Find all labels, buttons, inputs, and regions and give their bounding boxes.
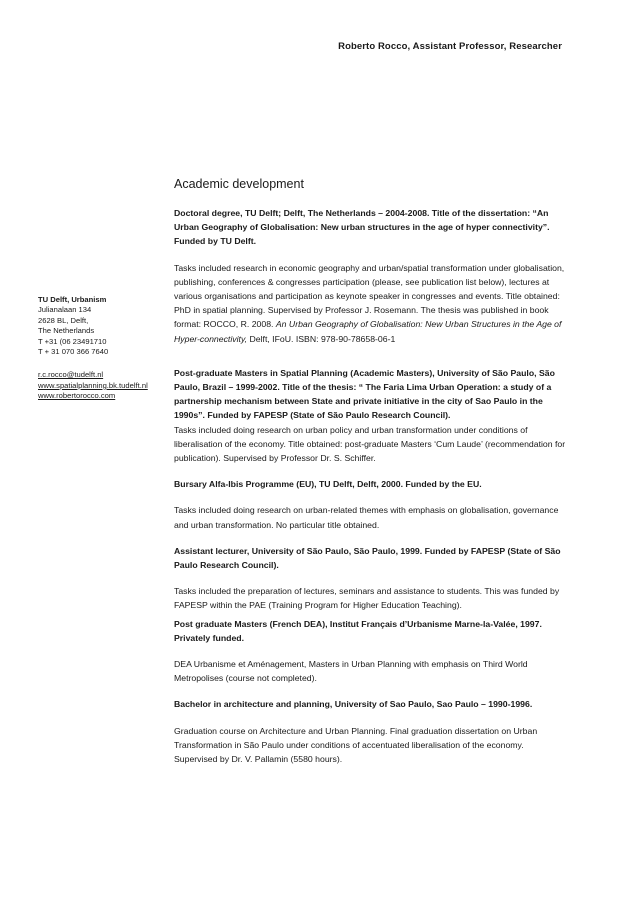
entry-desc-bursary: Tasks included doing research on urban-related themes with emphasis on globalisation, governance and urban transformation. No particular title obtained.	[174, 505, 559, 530]
section-title: Academic development	[174, 177, 304, 191]
entry-title-doctoral: Doctoral degree, TU Delft; Delft, The Netherlands – 2004-2008. Title of the dissertation: “An Urban Geography of Globalisation: New urban structures in the age of hyper connectivity”. Funded by TU Delft.	[174, 208, 550, 247]
website-link-personal[interactable]: www.robertorocco.com	[38, 391, 116, 401]
entry-title-masters-spatial-planning: Post-graduate Masters in Spatial Planning (Academic Masters), University of São Paulo, São Paulo, Brazil – 1999-2002. Title of the thesis: “ The Faria Lima Urban Operation: a study of a partnership mechanism between State and private initiative in the city of Sao Paulo in the 1990s”. Funded by FAPESP (State of São Paulo Research Council).	[174, 367, 555, 421]
organization-name: TU Delft, Urbanism	[38, 295, 107, 304]
entry-desc-assistant-lecturer: Tasks included the preparation of lectures, seminars and assistance to students. This was funded by FAPESP within the PAE (Training Program for Higher Education Teaching).	[174, 586, 560, 611]
entry-desc-text: Delft, IFoU. ISBN: 978-90-78658-06-1	[247, 333, 396, 344]
address-line: The Netherlands	[38, 326, 95, 336]
entry-title-bursary: Bursary Alfa-Ibis Programme (EU), TU Delft, Delft, 2000. Funded by the EU.	[174, 479, 482, 490]
main-content	[174, 176, 566, 766]
phone-line: T + 31 070 366 7640	[38, 347, 109, 357]
page-header-author: Roberto Rocco, Assistant Professor, Researcher	[338, 41, 562, 52]
contact-sidebar	[38, 295, 168, 402]
entry-desc-doctoral	[174, 261, 566, 346]
entry-desc-text: Tasks included research in economic geography and urban/spatial transformation under globalisation, publishing, conferences & congresses participation (please, see publication list below), lectures at various organisations and participation as keynote speaker in congresses and events. Title obtained: PhD in spatial planning. Supervised by Professor J. Rosemann. The thesis was published in book format: ROCCO, R. 2008.	[174, 262, 565, 330]
address-line: 2628 BL, Delft,	[38, 315, 89, 325]
entry-desc-masters-spatial-planning: Tasks included doing research on urban policy and urban transformation under conditions of liberalisation of the economy. Title obtained: post-graduate Masters ‘Cum Laude’ (recommendation for publication). Supervised by Professor Dr. S. Schiffer.	[174, 424, 566, 464]
entry-desc-bachelor: Graduation course on Architecture and Urban Planning. Final graduation dissertation on Urban Transformation in São Paulo under conditions of accentuated liberalisation of the economy. Supervised by Dr. V. Pallamin (5580 hours).	[174, 725, 538, 765]
email-link[interactable]: r.c.rocco@tudelft.nl	[38, 370, 104, 380]
entry-title-bachelor: Bachelor in architecture and planning, University of Sao Paulo, Sao Paulo – 1990-1996.	[174, 699, 533, 710]
entry-title-dea: Post graduate Masters (French DEA), Institut Français d’Urbanisme Marne-la-Valée, 1997. Privately funded.	[174, 618, 542, 643]
book-title: An Urban Geography of Globalisation: New Urban Structures in the Age of Hyper-connectivity,	[174, 319, 562, 344]
entry-title-assistant-lecturer: Assistant lecturer, University of São Paulo, São Paulo, 1999. Funded by FAPESP (State of São Paulo Research Council).	[174, 545, 561, 571]
website-link-spatialplanning[interactable]: www.spatialplanning.bk.tudelft.nl	[38, 380, 148, 390]
address-line: Julianalaan 134	[38, 305, 92, 315]
entry-desc-dea: DEA Urbanisme et Aménagement, Masters in Urban Planning with emphasis on Third World Metropolises (course not completed).	[174, 659, 528, 684]
phone-line: T +31 (06 23491710	[38, 336, 107, 346]
